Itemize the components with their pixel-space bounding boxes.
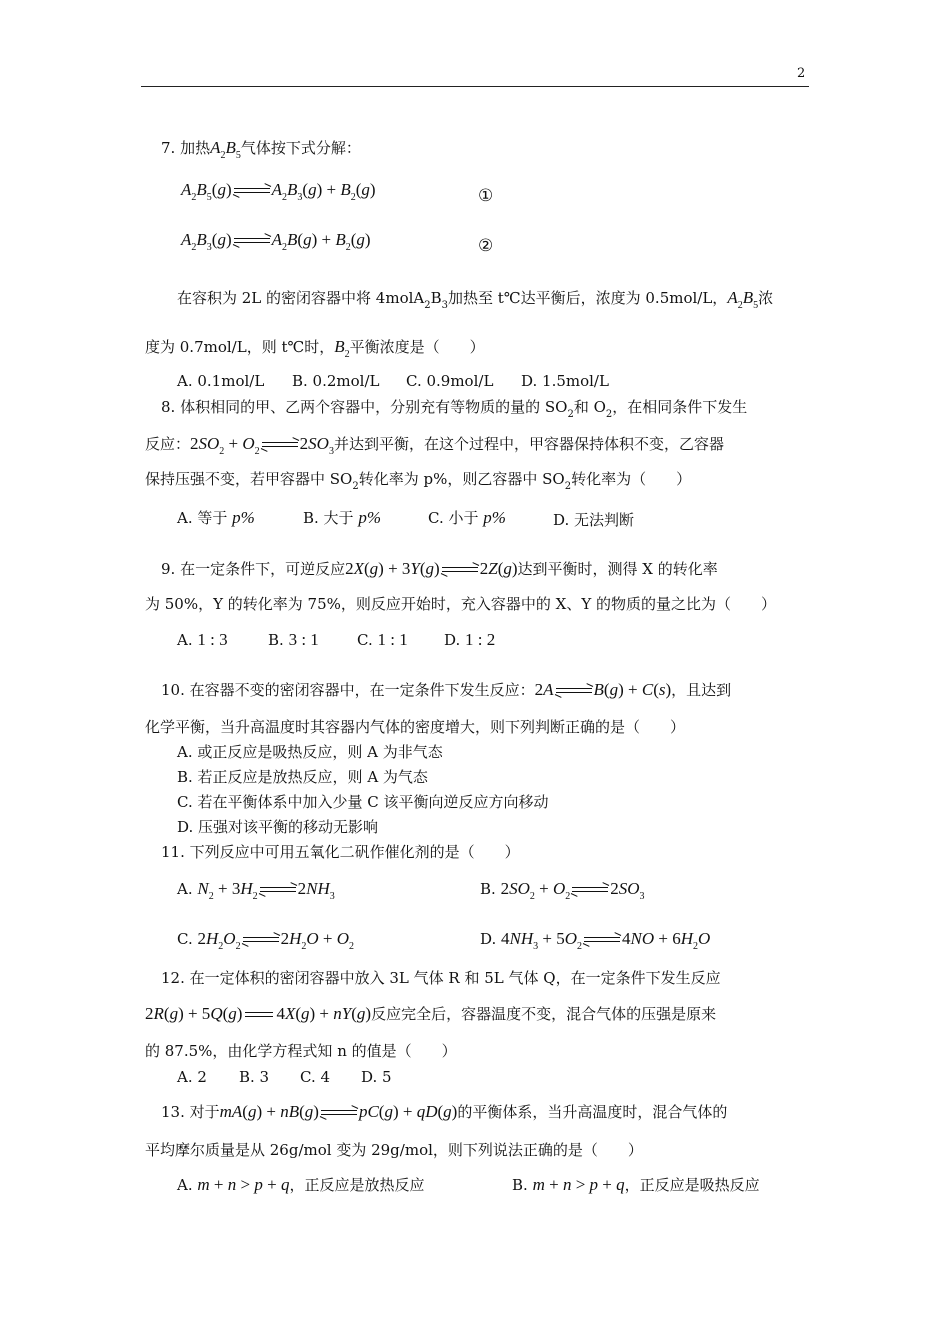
q12-option-d: D. 5 bbox=[361, 1068, 392, 1086]
q10-line-1: 10. 在容器不变的密闭容器中，在一定条件下发生反应：2A B(g) + C(s)，且达到 bbox=[161, 680, 732, 699]
q7-reaction-2-mark: ② bbox=[478, 236, 494, 256]
q12-line-2: 2R(g) + 5Q(g) 4X(g) + nY(g)反应完全后，容器温度不变，混合气体的压强是原来 bbox=[145, 1004, 717, 1023]
q12-line-1: 12. 在一定体积的密闭容器中放入 3L 气体 R 和 5L 气体 Q，在一定条件下发生反应 bbox=[161, 969, 721, 987]
q7-option-c: C. 0.9mol/L bbox=[406, 372, 494, 390]
q9-option-c: C. 1 : 1 bbox=[357, 630, 408, 649]
q12-option-a: A. 2 bbox=[177, 1068, 207, 1086]
q8-option-a: A. 等于 p% bbox=[177, 508, 255, 527]
q9-option-b: B. 3 : 1 bbox=[268, 630, 319, 649]
q13-line-1: 13. 对于mA(g) + nB(g) pC(g) + qD(g)的平衡体系，当升高温度时，混合气体的 bbox=[161, 1102, 728, 1121]
q11-option-a: A. $N_2 + 3H_2$ $2NH_3$ bbox=[177, 879, 335, 902]
q8-line-2: 反应：$2SO_2 + O_2$ $2SO_3$并达到平衡，在这个过程中，甲容器保持体积不变，乙容器 bbox=[145, 434, 724, 457]
header-rule bbox=[141, 86, 809, 87]
q12-line-3: 的 87.5%，由化学方程式知 n 的值是（ ） bbox=[145, 1042, 457, 1060]
q10-option-a: A. 或正反应是吸热反应，则 A 为非气态 bbox=[177, 743, 443, 761]
q8-option-c: C. 小于 p% bbox=[428, 508, 506, 527]
q9-line-1: 9. 在一定条件下，可逆反应2X(g) + 3Y(g) 2Z(g)达到平衡时，测得 X 的转化率 bbox=[161, 559, 718, 578]
q13-line-2: 平均摩尔质量是从 26g/mol 变为 29g/mol，则下列说法正确的是（ ） bbox=[145, 1141, 643, 1159]
q10-option-b: B. 若正反应是放热反应，则 A 为气态 bbox=[177, 768, 428, 786]
q7-line-1: 在容积为 2L 的密闭容器中将 $4molA_2B_3$加热至 t℃达平衡后，浓度为 0.5mol/L，$A_2B_5$浓 bbox=[177, 288, 774, 311]
q8-option-d: D. 无法判断 bbox=[553, 511, 635, 529]
q8-option-b: B. 大于 p% bbox=[303, 508, 382, 527]
q9-option-d: D. 1 : 2 bbox=[444, 630, 496, 649]
q10-option-d: D. 压强对该平衡的移动无影响 bbox=[177, 818, 379, 836]
q7-option-d: D. 1.5mol/L bbox=[521, 372, 609, 390]
q13-option-a: A. m + n > p + q，正反应是放热反应 bbox=[177, 1175, 425, 1194]
q9-option-a: A. 1 : 3 bbox=[177, 630, 228, 649]
q8-line-1: 8. 体积相同的甲、乙两个容器中，分别充有等物质的量的 $SO_2$和 $O_2$，在相同条件下发生 bbox=[161, 398, 748, 420]
q7-reaction-2: $A_2B_3(g)$ $A_2B(g) + B_2(g)$ bbox=[181, 230, 371, 253]
q8-line-3: 保持压强不变，若甲容器中 $SO_2$转化率为 p%，则乙容器中 $SO_2$转化率为（ ） bbox=[145, 470, 692, 492]
q11-option-b: B. $2SO_2 + O_2$ $2SO_3$ bbox=[480, 879, 645, 902]
q10-option-c: C. 若在平衡体系中加入少量 C 该平衡向逆反应方向移动 bbox=[177, 793, 549, 811]
q7-reaction-1-mark: ① bbox=[478, 186, 494, 206]
q12-option-c: C. 4 bbox=[300, 1068, 331, 1086]
q7-option-a: A. 0.1mol/L bbox=[177, 372, 265, 390]
q11-option-d: D. $4NH_3 + 5O_2$ $4NO + 6H_2O$ bbox=[480, 929, 711, 952]
page-number: 2 bbox=[797, 66, 806, 81]
q11-option-c: C. $2H_2O_2$ $2H_2O + O_2$ bbox=[177, 929, 354, 952]
q11-stem: 11. 下列反应中可用五氧化二矾作催化剂的是（ ） bbox=[161, 843, 520, 861]
q13-option-b: B. m + n > p + q，正反应是吸热反应 bbox=[512, 1175, 760, 1194]
q7-reaction-1: $A_2B_5(g)$ $A_2B_3(g) + B_2(g)$ bbox=[181, 180, 376, 203]
q12-option-b: B. 3 bbox=[239, 1068, 270, 1086]
q9-line-2: 为 50%，Y 的转化率为 75%，则反应开始时，充入容器中的 X、Y 的物质的量之比为（ ） bbox=[145, 595, 777, 613]
q10-line-2: 化学平衡，当升高温度时其容器内气体的密度增大，则下列判断正确的是（ ） bbox=[145, 718, 686, 736]
q7-line-2: 度为 0.7mol/L，则 t℃时，$B_2$平衡浓度是（ ） bbox=[145, 337, 485, 360]
q7-option-b: B. 0.2mol/L bbox=[292, 372, 380, 390]
q7-stem: 7. 加热$A_2B_5$气体按下式分解： bbox=[161, 138, 361, 161]
